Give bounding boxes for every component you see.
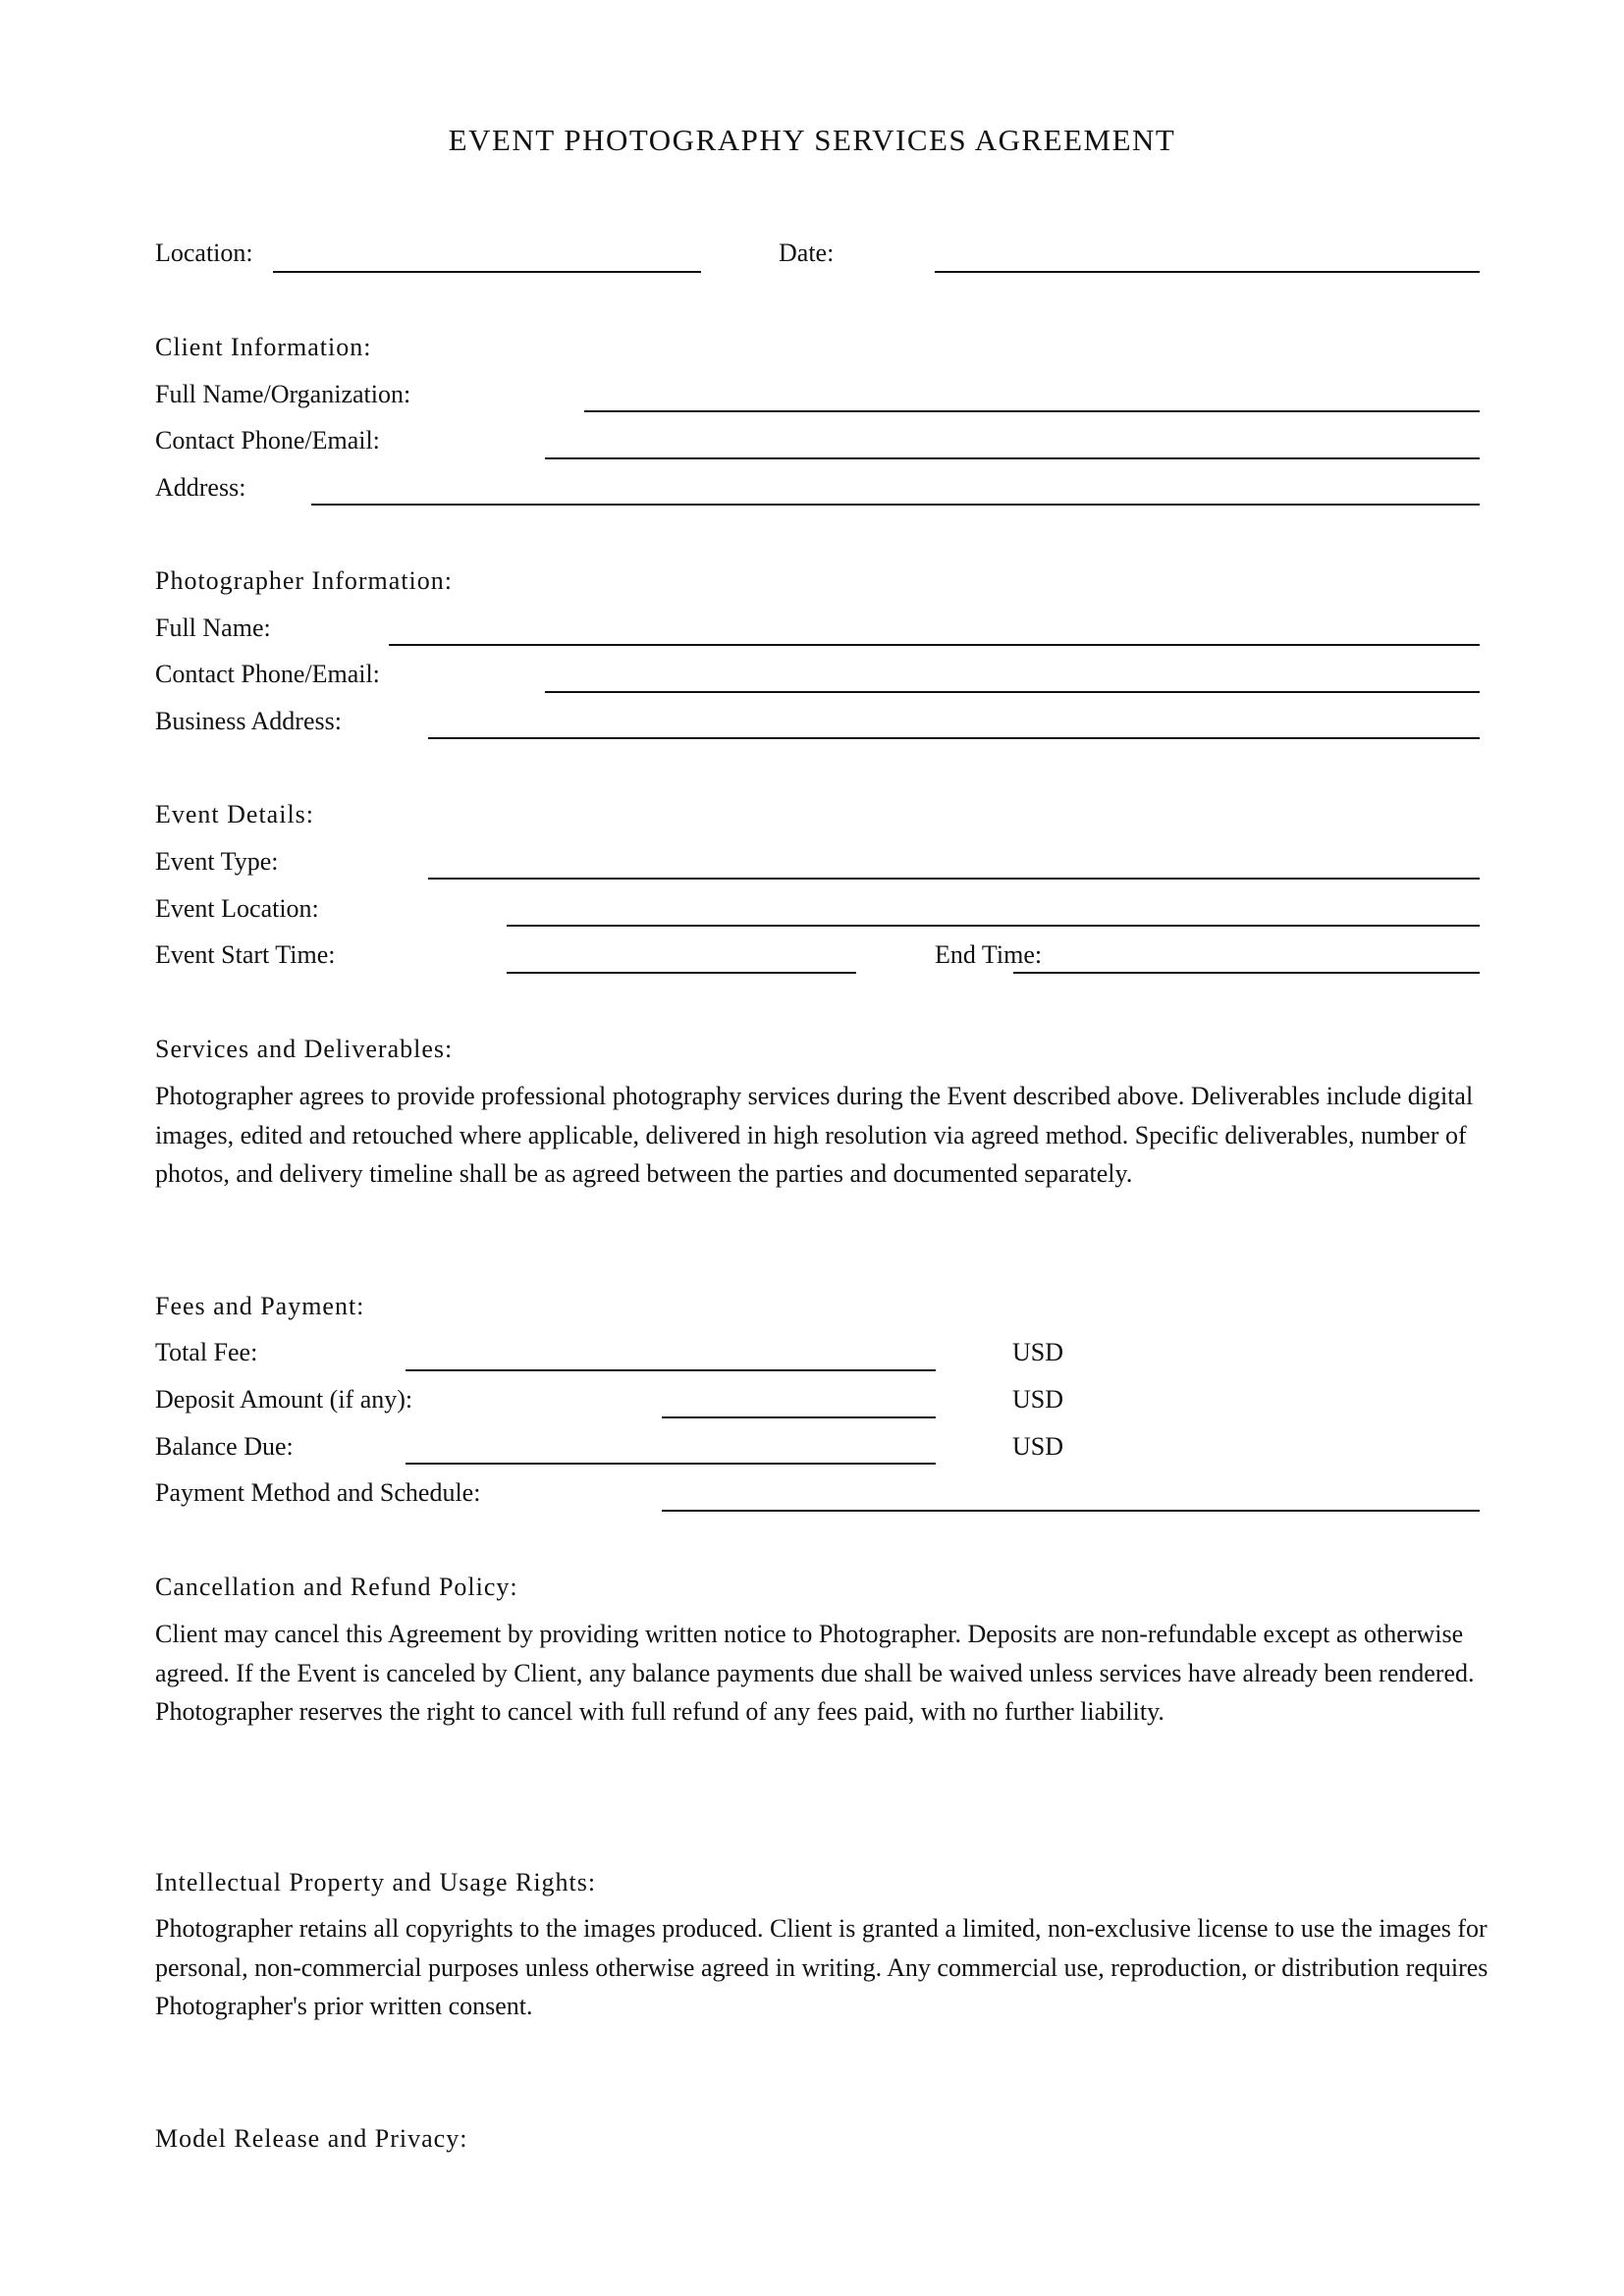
total-fee-label: Total Fee: — [155, 1338, 258, 1366]
payment-method-field[interactable] — [662, 1510, 1480, 1512]
event-start-time-label: Event Start Time: — [155, 940, 336, 969]
client-address-label: Address: — [155, 473, 246, 502]
client-address-field[interactable] — [311, 504, 1480, 506]
photographer-business-address-field[interactable] — [428, 737, 1480, 739]
location-field[interactable] — [273, 271, 701, 273]
event-location-label: Event Location: — [155, 894, 319, 923]
photographer-business-address-label: Business Address: — [155, 707, 342, 735]
ip-heading: Intellectual Property and Usage Rights: — [155, 1868, 597, 1896]
location-label: Location: — [155, 239, 253, 267]
balance-due-field[interactable] — [406, 1463, 936, 1465]
photographer-contact-field[interactable] — [545, 691, 1480, 693]
deposit-currency: USD — [1012, 1385, 1064, 1414]
total-fee-field[interactable] — [406, 1369, 936, 1371]
services-body: Photographer agrees to provide professional photography services during the Event described above. Deliverables include digital images, edited and retouched where applicable, delivered in high resolution via agreed method. Specific deliverables, number of photos, and delivery timeline shall be as agreed between the parties and documented separately. — [155, 1082, 1474, 1188]
client-full-name-label: Full Name/Organization: — [155, 380, 411, 408]
event-details-heading: Event Details: — [155, 800, 315, 828]
services-heading: Services and Deliverables: — [155, 1035, 454, 1063]
photographer-full-name-field[interactable] — [389, 644, 1480, 646]
deposit-amount-field[interactable] — [662, 1416, 936, 1418]
event-type-field[interactable] — [428, 878, 1480, 880]
event-end-time-field[interactable] — [1013, 972, 1480, 974]
event-end-time-label: End Time: — [935, 940, 1043, 969]
cancellation-heading: Cancellation and Refund Policy: — [155, 1573, 518, 1601]
fees-heading: Fees and Payment: — [155, 1292, 365, 1320]
event-start-time-field[interactable] — [507, 972, 856, 974]
total-fee-currency: USD — [1012, 1338, 1064, 1366]
client-info-heading: Client Information: — [155, 333, 372, 361]
client-full-name-field[interactable] — [584, 410, 1480, 412]
balance-currency: USD — [1012, 1432, 1064, 1461]
payment-method-label: Payment Method and Schedule: — [155, 1478, 481, 1507]
photographer-info-heading: Photographer Information: — [155, 566, 453, 595]
cancellation-body: Client may cancel this Agreement by providing written notice to Photographer. Deposits are non-refundable except as otherwise agreed. If the Event is canceled by Client, any balance payments due shall be waived unless services have already been rendered. Photographer reserves the right to cancel with full refund of any fees paid, with no further liability. — [155, 1620, 1475, 1726]
balance-due-label: Balance Due: — [155, 1432, 294, 1461]
date-field[interactable] — [935, 271, 1480, 273]
photographer-contact-label: Contact Phone/Email: — [155, 660, 380, 688]
event-location-field[interactable] — [507, 925, 1480, 927]
photographer-full-name-label: Full Name: — [155, 614, 271, 642]
client-contact-field[interactable] — [545, 457, 1480, 459]
date-label: Date: — [779, 239, 835, 267]
ip-body: Photographer retains all copyrights to the images produced. Client is granted a limited, non-exclusive license to use the images for personal, non-commercial purposes unless otherwise agreed in writing. Any commercial use, reproduction, or distribution requires Photographer's prior written consent. — [155, 1914, 1489, 2020]
event-type-label: Event Type: — [155, 847, 279, 876]
document-title: EVENT PHOTOGRAPHY SERVICES AGREEMENT — [448, 123, 1176, 157]
model-release-heading: Model Release and Privacy: — [155, 2124, 468, 2153]
deposit-amount-label: Deposit Amount (if any): — [155, 1385, 413, 1414]
client-contact-label: Contact Phone/Email: — [155, 426, 380, 454]
